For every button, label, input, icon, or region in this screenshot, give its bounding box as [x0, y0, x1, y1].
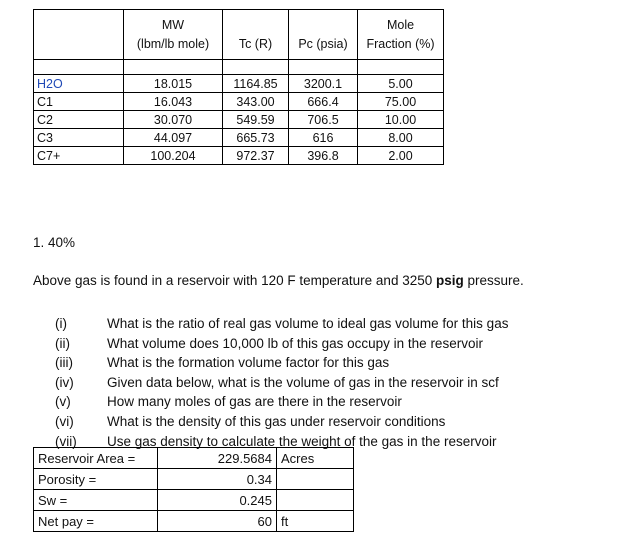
param-value: 0.245 — [158, 490, 277, 511]
mole-fraction-cell: 8.00 — [358, 129, 444, 147]
list-item — [55, 314, 508, 334]
param-value: 0.34 — [158, 469, 277, 490]
subquestion-text: Given data below, what is the volume of gas in the reservoir in scf — [107, 374, 499, 390]
mw-cell: 100.204 — [124, 147, 223, 165]
table-row — [34, 111, 444, 129]
gas-composition-table — [33, 9, 444, 165]
mw-cell: 16.043 — [124, 93, 223, 111]
subquestion-number: (v) — [55, 394, 71, 410]
tc-cell: 343.00 — [223, 93, 289, 111]
subquestion-number: (vii) — [55, 433, 77, 449]
reservoir-parameters-table — [33, 447, 354, 532]
table-row — [34, 469, 354, 490]
tc-cell: 972.37 — [223, 147, 289, 165]
component-cell: C1 — [34, 93, 124, 111]
pc-cell: 666.4 — [289, 93, 358, 111]
question-title: 1. 40% — [33, 235, 76, 250]
subquestion-number: (vi) — [55, 413, 74, 429]
subquestion-text: How many moles of gas are there in the reservoir — [107, 394, 402, 410]
tc-cell: 549.59 — [223, 111, 289, 129]
tc-cell: 1164.85 — [223, 75, 289, 93]
table-row — [34, 75, 444, 93]
intro-text-after: pressure. — [463, 273, 524, 288]
param-label: Porosity = — [34, 469, 158, 490]
table-row — [34, 490, 354, 511]
table-row — [34, 448, 354, 469]
subquestion-number: (iv) — [55, 374, 74, 390]
subquestion-list — [55, 314, 508, 451]
subquestion-number: (iii) — [55, 355, 73, 371]
component-cell: C7+ — [34, 147, 124, 165]
header-mole-fraction — [358, 10, 444, 60]
table-row — [34, 129, 444, 147]
param-label: Net pay = — [34, 511, 158, 532]
param-label: Sw = — [34, 490, 158, 511]
param-unit — [277, 490, 354, 511]
header-mf-line1: Mole — [386, 17, 415, 32]
subquestion-text: Use gas density to calculate the weight of the gas in the reservoir — [107, 433, 497, 449]
param-unit: ft — [277, 511, 354, 532]
mole-fraction-cell: 5.00 — [358, 75, 444, 93]
mw-cell: 30.070 — [124, 111, 223, 129]
param-unit: Acres — [277, 448, 354, 469]
pc-cell: 706.5 — [289, 111, 358, 129]
list-item — [55, 412, 508, 432]
question-intro — [33, 273, 524, 288]
table-row — [34, 511, 354, 532]
subquestion-text: What is the ratio of real gas volume to ideal gas volume for this gas — [107, 316, 509, 331]
component-cell: C2 — [34, 111, 124, 129]
pc-cell: 616 — [289, 129, 358, 147]
subquestion-number: (ii) — [55, 335, 70, 351]
header-mf-line2: Fraction (%) — [366, 36, 435, 51]
param-value: 60 — [158, 511, 277, 532]
list-item — [55, 353, 508, 373]
table-header-row — [34, 10, 444, 60]
table-row — [34, 147, 444, 165]
param-label: Reservoir Area = — [34, 448, 158, 469]
subquestion-number: (i) — [55, 316, 67, 331]
list-item — [55, 373, 508, 393]
header-component — [34, 10, 124, 60]
mole-fraction-cell: 2.00 — [358, 147, 444, 165]
subquestion-text: What volume does 10,000 lb of this gas occupy in the reservoir — [107, 335, 483, 351]
mole-fraction-cell: 75.00 — [358, 93, 444, 111]
header-mw — [124, 10, 223, 60]
pc-cell: 3200.1 — [289, 75, 358, 93]
mole-fraction-cell: 10.00 — [358, 111, 444, 129]
intro-text-before: Above gas is found in a reservoir with 120 F temperature and 3250 — [33, 273, 436, 288]
param-unit — [277, 469, 354, 490]
header-mw-line1: MW — [161, 17, 185, 32]
component-cell: C3 — [34, 129, 124, 147]
subquestion-text: What is the density of this gas under reservoir conditions — [107, 413, 446, 429]
pc-cell: 396.8 — [289, 147, 358, 165]
table-row — [34, 93, 444, 111]
header-pc: Pc (psia) — [289, 10, 358, 60]
header-tc: Tc (R) — [223, 10, 289, 60]
header-mw-line2: (lbm/lb mole) — [136, 36, 210, 51]
list-item — [55, 334, 508, 354]
mw-cell: 18.015 — [124, 75, 223, 93]
component-cell: H2O — [34, 75, 124, 93]
param-value: 229.5684 — [158, 448, 277, 469]
intro-text-bold: psig — [435, 273, 464, 288]
subquestion-text: What is the formation volume factor for this gas — [107, 355, 390, 371]
table-spacer-row — [34, 60, 444, 75]
tc-cell: 665.73 — [223, 129, 289, 147]
mw-cell: 44.097 — [124, 129, 223, 147]
list-item — [55, 392, 508, 412]
